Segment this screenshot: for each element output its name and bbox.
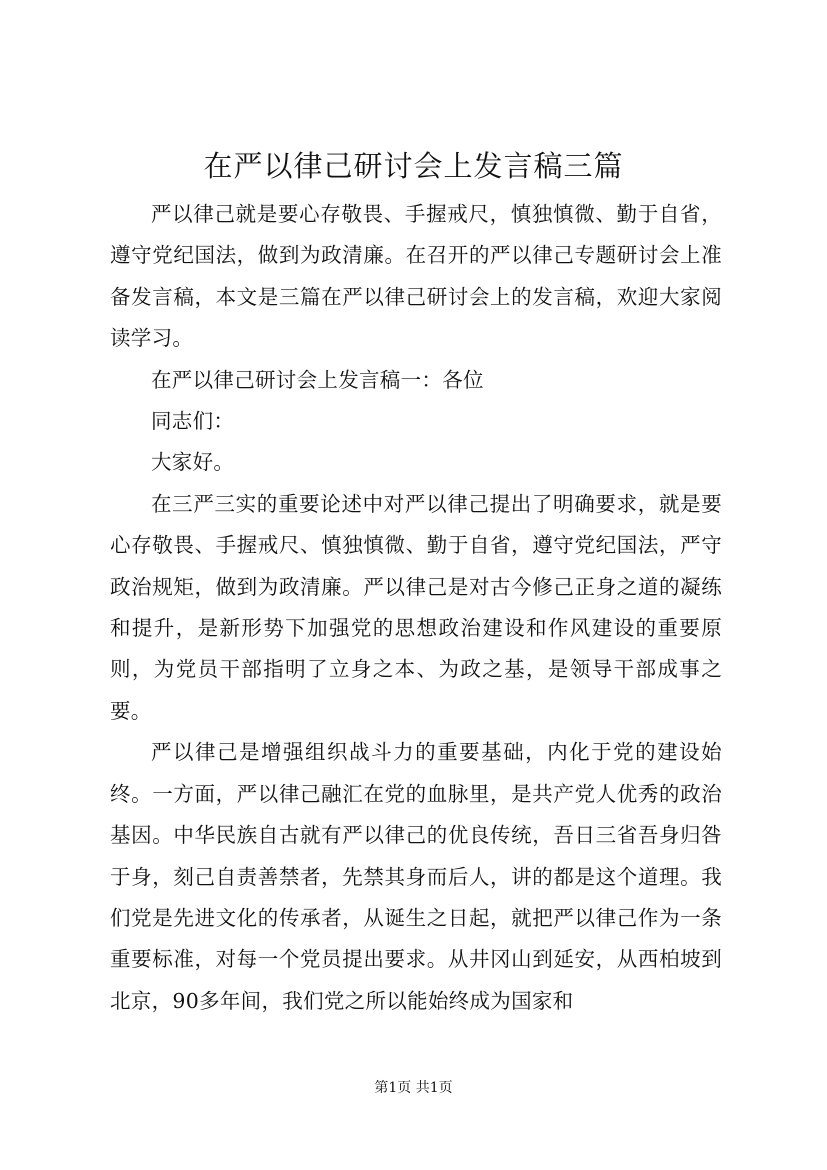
document-body <box>110 194 722 1022</box>
document-title: 在严以律己研讨会上发言稿三篇 <box>203 149 624 183</box>
paragraph-speech-heading: 在严以律己研讨会上发言稿一：各位 <box>151 367 484 392</box>
paragraph-body-2: 严以律己是增强组织战斗力的重要基础，内化于党的建设始终。一方面，严以律己融汇在党的血脉里，是共产党人优秀的政治基因。中华民族自古就有严以律己的优良传统，吾日三省吾身归咎于身，刻己自责善禁者，先禁其身而后人，讲的都是这个道理。我们党是先进文化的传承者，从诞生之日起，就把严以律己作为一条重要标准，对每一个党员提出要求。从井冈山到延安，从西柏坡到北京，90多年间，我们党之所以能始终成为国家和 <box>110 740 722 1013</box>
paragraph-intro: 严以律己就是要心存敬畏、手握戒尺，慎独慎微、勤于自省，遵守党纪国法，做到为政清廉。在召开的严以律己专题研讨会上准备发言稿，本文是三篇在严以律己研讨会上的发言稿，欢迎大家阅读学习。 <box>110 202 722 351</box>
paragraph-greeting: 大家好。 <box>151 450 235 475</box>
paragraph-body-1: 在三严三实的重要论述中对严以律己提出了明确要求，就是要心存敬畏、手握戒尺、慎独慎微、勤于自省，遵守党纪国法，严守政治规矩，做到为政清廉。严以律己是对古今修己正身之道的凝练和提升，是新形势下加强党的思想政治建设和作风建设的重要原则，为党员干部指明了立身之本、为政之基，是领导干部成事之要。 <box>110 491 722 723</box>
paragraph-salutation: 同志们： <box>151 409 235 434</box>
page-footer: 第1页 共1页 <box>374 1080 453 1096</box>
